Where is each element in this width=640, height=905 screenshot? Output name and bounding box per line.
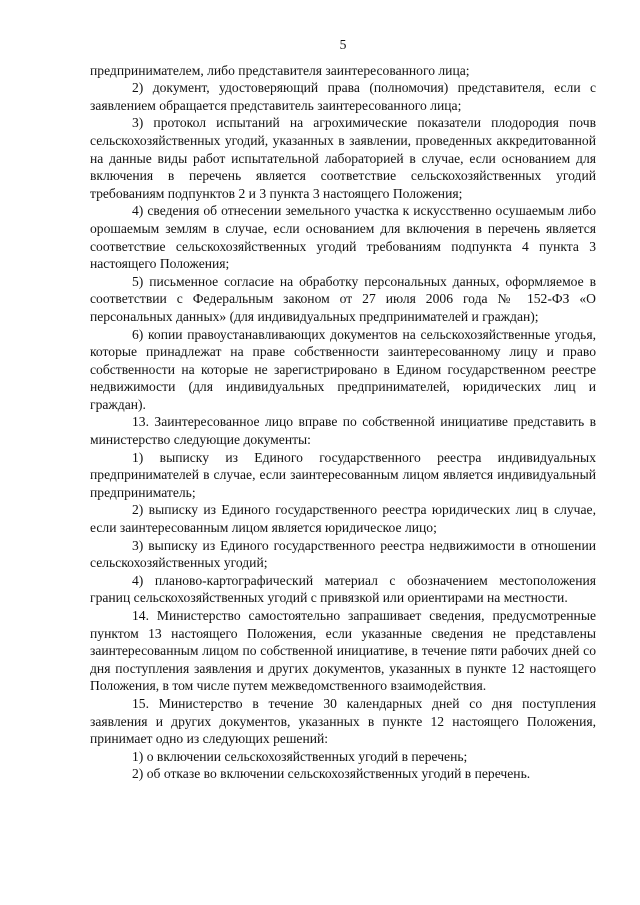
paragraph: 3) выписку из Единого государственного реестра недвижимости в отношении сельскохозяйственных угодий; — [90, 537, 596, 571]
paragraph: 15. Министерство в течение 30 календарных дней со дня поступления заявления и других документов, указанных в пункте 12 настоящего Положения, принимает одно из следующих решений: — [90, 695, 596, 747]
paragraph: 2) об отказе во включении сельскохозяйственных угодий в перечень. — [132, 766, 531, 782]
document-body — [90, 62, 596, 783]
paragraph: 1) выписку из Единого государственного реестра индивидуальных предпринимателей в случае, если заинтересованным лицом является индивидуальный предприниматель; — [90, 449, 596, 500]
paragraph: 2) выписку из Единого государственного реестра юридических лиц в случае, если заинтересованным лицом является юридическое лицо; — [90, 502, 596, 536]
paragraph: 5) письменное согласие на обработку персональных данных, оформляемое в соответствии с Федеральным законом от 27 июля 2006 года № 152-ФЗ «О персональных данных» (для индивидуальных предпринимателей и граждан); — [90, 273, 596, 324]
paragraph: 1) о включении сельскохозяйственных угодий в перечень; — [132, 748, 468, 764]
paragraph: 13. Заинтересованное лицо вправе по собственной инициативе представить в министерство следующие документы: — [90, 414, 596, 448]
paragraph: 2) документ, удостоверяющий права (полномочия) представителя, если с заявлением обращается представитель заинтересованного лица; — [90, 80, 596, 113]
paragraph: 14. Министерство самостоятельно запрашивает сведения, предусмотренные пунктом 13 настоящего Положения, если указанные сведения не представлены заинтересованным лицом по собственной инициативе, в течение пяти рабочих дней со дня поступления заявления и других документов, указанных в пункте 12 настоящего Положения, в том числе путем межведомственного взаимодействия. — [90, 608, 596, 694]
paragraph: 3) протокол испытаний на агрохимические показатели плодородия почв сельскохозяйственных угодий, указанных в заявлении, проведенных аккредитованной на данные виды работ испытательной лабораторией в случае, если основанием для включения в перечень является соответствие сельскохозяйственных угодий требованиям подпунктов 2 и 3 пункта 3 настоящего Положения; — [90, 115, 596, 201]
paragraph: 6) копии правоустанавливающих документов на сельскохозяйственные угодья, которые принадлежат на праве собственности заинтересованному лицу и право собственности на которые не зарегистрировано в Едином государственном реестре недвижимости (для индивидуальных предпринимателей, юридических лиц и граждан). — [90, 326, 596, 412]
paragraph: 4) планово-картографический материал с обозначением местоположения границ сельскохозяйственных угодий с привязкой или ориентирами на местности. — [90, 572, 596, 606]
page-number: 5 — [339, 37, 347, 52]
paragraph: предпринимателем, либо представителя заинтересованного лица; — [90, 62, 470, 78]
paragraph: 4) сведения об отнесении земельного участка к искусственно осушаемым либо орошаемым землям в случае, если основанием для включения в перечень является соответствие сельскохозяйственных угодий требованиям подпункта 4 пункта 3 настоящего Положения; — [90, 203, 596, 272]
document-page — [90, 36, 596, 783]
